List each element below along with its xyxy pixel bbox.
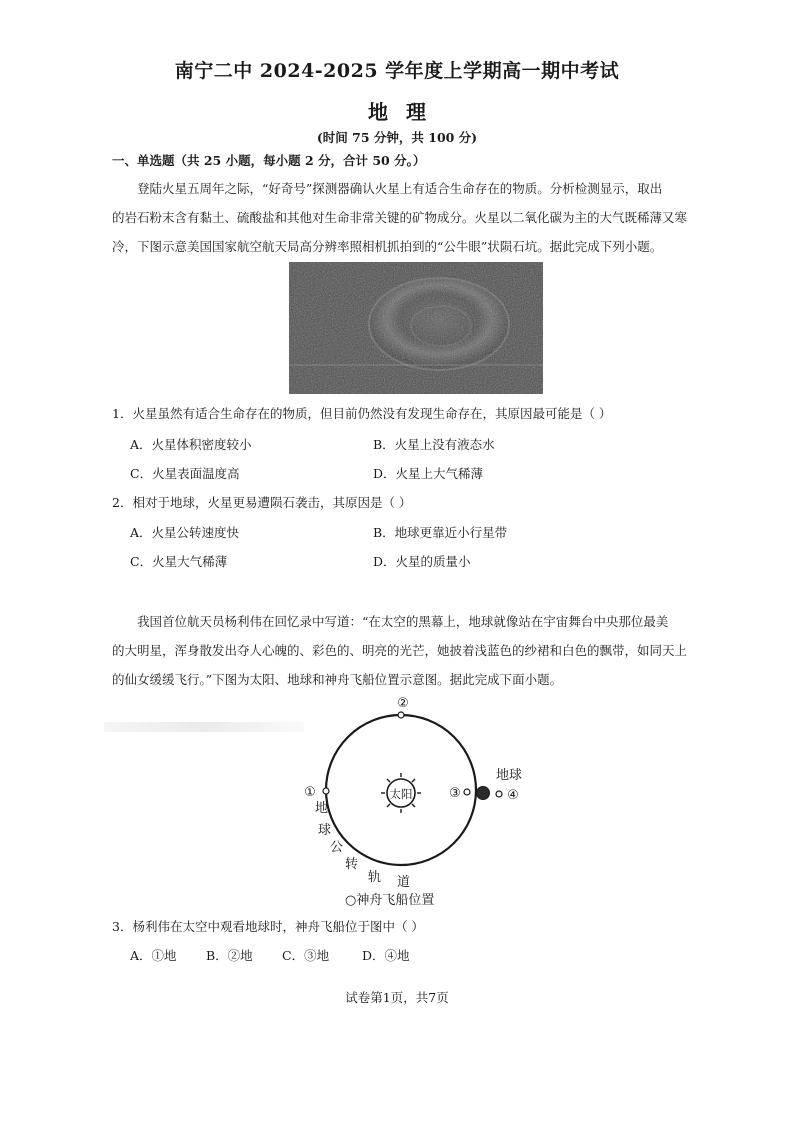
position-3-label: ③ <box>449 786 461 801</box>
q3-option-d: D．④地 <box>362 948 410 963</box>
q2-option-b: B．地球更靠近小行星带 <box>373 525 508 540</box>
orbit-label-char: 球 <box>318 823 332 838</box>
passage-2-line: 我国首位航天员杨利伟在回忆录中写道：“在太空的黑幕上，地球就像站在宇宙舞台中央那位最美 <box>137 614 669 629</box>
q3-option-a: A．①地 <box>130 948 177 963</box>
passage-1-line: 冷，下图示意美国国家航空航天局高分辨率照相机抓拍到的“公牛眼”状陨石坑。据此完成下列小题。 <box>112 239 663 254</box>
q2-option-d: D．火星的质量小 <box>373 554 471 569</box>
spacecraft-position-3 <box>464 789 470 795</box>
q3-option-b: B．②地 <box>206 948 253 963</box>
orbit-label-char: 道 <box>397 875 411 890</box>
mars-crater-photo <box>289 262 543 394</box>
q2-option-a: A．火星公转速度快 <box>130 525 240 540</box>
orbit-label-char: 轨 <box>368 870 382 885</box>
orbit-label-char: 地 <box>315 801 329 816</box>
orbit-label-char: 转 <box>345 857 359 872</box>
question-1-stem: 1．火星虽然有适合生命存在的物质，但目前仍然没有发现生命存在，其原因最可能是（ ） <box>112 406 612 421</box>
sun-earth-shenzhou-diagram <box>300 690 540 910</box>
q1-option-b: B．火星上没有液态水 <box>373 437 495 452</box>
q1-option-a: A．火星体积密度较小 <box>130 437 252 452</box>
q1-option-c: C．火星表面温度高 <box>130 466 240 481</box>
spacecraft-position-2 <box>398 712 404 718</box>
orbit-label-char: 公 <box>330 840 344 855</box>
question-2-stem: 2．相对于地球，火星更易遭陨石袭击，其原因是（ ） <box>112 495 412 510</box>
exam-title: 南宁二中 2024-2025 学年度上学期高一期中考试 <box>174 60 620 82</box>
scan-artifact <box>104 722 304 732</box>
q1-option-d: D．火星上大气稀薄 <box>373 466 484 481</box>
position-2-label: ② <box>397 696 409 711</box>
earth-label: 地球 <box>496 768 523 783</box>
spacecraft-position-4 <box>496 791 502 797</box>
q3-option-c: C．③地 <box>282 948 330 963</box>
spacecraft-position-1 <box>323 788 329 794</box>
subject-title: 地理 <box>368 100 444 124</box>
passage-2 <box>112 607 688 694</box>
passage-1 <box>112 174 688 261</box>
position-4-label: ④ <box>507 788 519 803</box>
sun-label: 太阳 <box>389 787 413 801</box>
earth-icon <box>477 787 490 800</box>
passage-1-line: 的岩石粉末含有黏土、硫酸盐和其他对生命非常关键的矿物成分。火星以二氧化碳为主的大气既稀薄又寒 <box>112 210 688 225</box>
page-footer: 试卷第1页，共7页 <box>345 990 449 1005</box>
question-3-stem: 3．杨利伟在太空中观看地球时，神舟飞船位于图中（ ） <box>112 919 424 934</box>
diagram-legend: ○神舟飞船位置 <box>345 893 435 908</box>
passage-2-line: 的大明星，浑身散发出夺人心魄的、彩色的、明亮的光芒，她披着浅蓝色的纱裙和白色的飘带，如同天上 <box>112 643 688 658</box>
exam-duration: (时间 75 分钟，共 100 分) <box>316 130 478 145</box>
passage-1-line: 登陆火星五周年之际，“好奇号”探测器确认火星上有适合生命存在的物质。分析检测显示，取出 <box>137 181 663 196</box>
q2-option-c: C．火星大气稀薄 <box>130 554 228 569</box>
section-heading: 一、单选题（共 25 小题，每小题 2 分，合计 50 分。） <box>112 153 426 168</box>
position-1-label: ① <box>304 785 316 800</box>
passage-2-line: 的仙女缓缓飞行。”下图为太阳、地球和神舟飞船位置示意图。据此完成下面小题。 <box>112 672 563 687</box>
